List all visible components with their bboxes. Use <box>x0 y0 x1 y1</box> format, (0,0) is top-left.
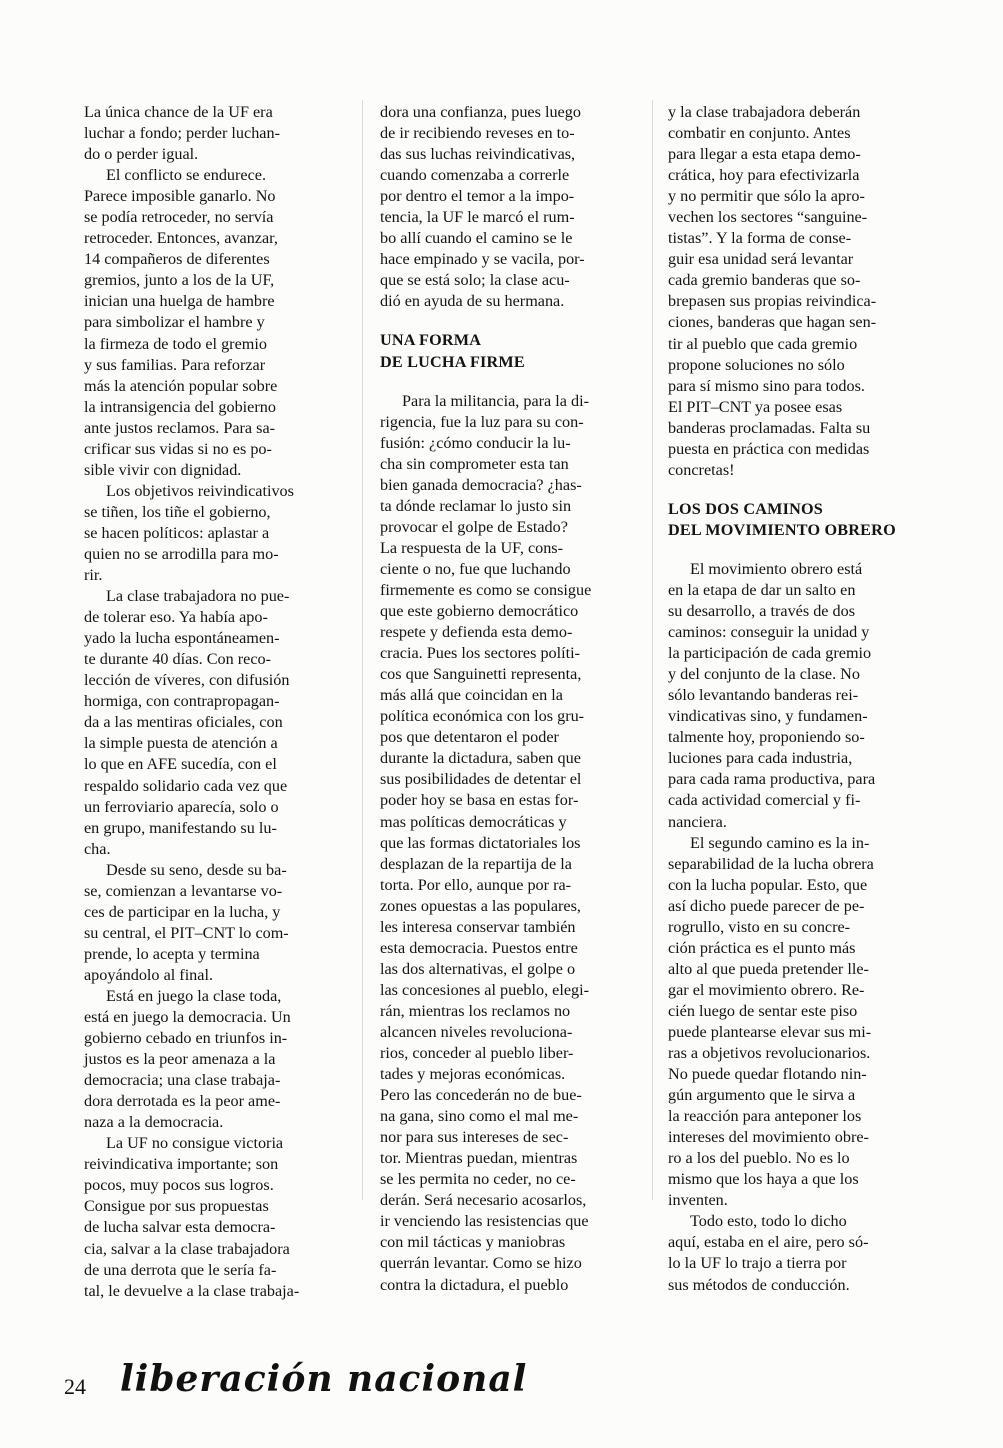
text-line: te durante 40 días. Con reco- <box>84 650 271 669</box>
paragraph <box>84 102 346 165</box>
text-line: vechen los sectores “sanguine- <box>668 208 868 227</box>
masthead-logo: liberación nacional <box>120 1358 528 1400</box>
text-line: Pero las concederán no de bue- <box>380 1086 582 1105</box>
text-line: concretas! <box>668 460 735 479</box>
text-line: alcancen niveles revoluciona- <box>380 1022 573 1041</box>
heading-spacer <box>380 312 638 330</box>
paragraph <box>84 586 346 860</box>
text-line: rogrullo, visto en su concre- <box>668 917 851 936</box>
text-line: naza a la democracia. <box>84 1113 224 1132</box>
text-line: esta democracia. Puestos entre <box>380 938 578 957</box>
text-line: ta dónde reclamar lo justo sin <box>380 496 572 515</box>
text-line: El PIT–CNT ya posee esas <box>668 397 843 416</box>
text-line: banderas proclamadas. Falta su <box>668 418 871 437</box>
text-line: se podía retroceder, no servía <box>84 208 274 227</box>
text-line: para cada rama productiva, para <box>668 770 876 789</box>
text-line: tistas”. Y la forma de conse- <box>668 229 852 248</box>
text-line: mas políticas democráticas y <box>380 812 567 831</box>
text-line: les interesa conservar también <box>380 917 576 936</box>
text-line: un ferroviario aparecía, solo o <box>84 797 279 816</box>
text-line: inventen. <box>668 1191 728 1210</box>
text-line: y sus familias. Para reforzar <box>84 355 266 374</box>
text-line: das sus luchas reivindicativas, <box>380 145 576 164</box>
paragraph <box>84 860 346 986</box>
text-line: la firmeza de todo el gremio <box>84 334 267 353</box>
text-line: gobierno cebado en triunfos in- <box>84 1029 288 1048</box>
text-line: sus posibilidades de detentar el <box>380 770 582 789</box>
text-line: reivindicativa importante; son <box>84 1155 279 1174</box>
text-line: La única chance de la UF era <box>84 103 273 121</box>
text-line: de ir recibiendo reveses en to- <box>380 124 575 143</box>
text-line: política económica con los gru- <box>380 707 585 726</box>
text-line: No puede quedar flotando nin- <box>668 1065 867 1084</box>
text-line: rios, conceder al pueblo liber- <box>380 1044 574 1063</box>
text-line: apoyándolo al final. <box>84 965 214 984</box>
column-rule <box>652 100 653 1200</box>
text-line: crática, hoy para efectivizarla <box>668 166 860 185</box>
text-line: hace empinado y se vacila, por- <box>380 250 585 269</box>
text-line: cada gremio banderas que so- <box>668 271 861 290</box>
text-line: caminos: conseguir la unidad y <box>668 623 870 642</box>
text-line: democracia; una clase trabaja- <box>84 1071 281 1090</box>
heading-spacer <box>380 373 638 391</box>
paragraph <box>84 1133 346 1301</box>
paragraph <box>84 986 346 1133</box>
text-line: Los objetivos reivindicativos <box>106 481 294 500</box>
text-line: Desde su seno, desde su ba- <box>106 860 287 879</box>
text-line: ro a los del pueblo. No es lo <box>668 1149 850 1168</box>
text-line: ante justos reclamos. Para sa- <box>84 418 276 437</box>
text-line: na gana, sino como el mal me- <box>380 1107 579 1126</box>
text-line: y del conjunto de la clase. No <box>668 665 860 684</box>
text-line: en la etapa de dar un salto en <box>668 580 856 599</box>
text-line: las dos alternativas, el golpe o <box>380 959 576 978</box>
column-rule <box>362 100 363 1200</box>
text-line: desplazan de la repartija de la <box>380 854 572 873</box>
text-line: así dicho puede parecer de pe- <box>668 896 865 915</box>
text-line: gún argumento que le sirva a <box>668 1086 856 1105</box>
paragraph <box>84 165 346 481</box>
text-line: ción práctica es el punto más <box>668 938 856 957</box>
heading-line: DEL MOVIMIENTO OBRERO <box>668 520 896 539</box>
text-line: lección de víveres, con difusión <box>84 671 290 690</box>
text-column-1 <box>84 102 346 1302</box>
paragraph <box>84 481 346 586</box>
text-line: aquí, estaba en el aire, pero só- <box>668 1233 869 1252</box>
text-line: cha sin comprometer esta tan <box>380 454 569 473</box>
text-line: sible vivir con dignidad. <box>84 460 242 479</box>
text-line: sólo levantando banderas rei- <box>668 686 859 705</box>
text-line: yado la lucha espontáneamen- <box>84 629 280 648</box>
text-line: mismo que los haya a que los <box>668 1170 859 1189</box>
text-line: La respuesta de la UF, cons- <box>380 538 564 557</box>
text-line: zones opuestas a las populares, <box>380 896 581 915</box>
text-line: separabilidad de la lucha obrera <box>668 854 874 873</box>
paragraph <box>380 391 638 1296</box>
text-line: La clase trabajadora no pue- <box>106 587 290 606</box>
text-line: propone soluciones no sólo <box>668 355 845 374</box>
text-line: cuando comenzaba a correrle <box>380 166 570 185</box>
text-line: que las formas dictatoriales los <box>380 833 581 852</box>
text-line: con la lucha popular. Esto, que <box>668 875 868 894</box>
text-line: Para la militancia, para la di- <box>402 391 589 410</box>
text-line: crificar sus vidas si no es po- <box>84 439 272 458</box>
text-line: El segundo camino es la in- <box>690 833 870 852</box>
text-line: gremios, junto a los de la UF, <box>84 271 275 290</box>
text-line: se hacen políticos: aplastar a <box>84 523 270 542</box>
text-line: y la clase trabajadora deberán <box>668 103 861 121</box>
text-line: respete y defienda esta demo- <box>380 623 573 642</box>
text-line: brepasen sus propias reivindica- <box>668 292 877 311</box>
paragraph <box>380 102 638 312</box>
text-line: se tiñen, los tiñe el gobierno, <box>84 502 271 521</box>
text-line: su desarrollo, a través de dos <box>668 602 856 621</box>
text-line: rigencia, fue la luz para su con- <box>380 412 584 431</box>
text-line: bo allí cuando el camino se le <box>380 229 573 248</box>
text-line: hormiga, con contrapropagan- <box>84 692 280 711</box>
text-line: dora derrotada es la peor ame- <box>84 1092 281 1111</box>
text-line: contra la dictadura, el pueblo <box>380 1275 569 1294</box>
text-line: cha. <box>84 839 111 858</box>
text-line: Está en juego la clase toda, <box>106 986 282 1005</box>
text-line: la intransigencia del gobierno <box>84 397 276 416</box>
text-line: la reacción para anteponer los <box>668 1107 862 1126</box>
text-line: luchar a fondo; perder luchan- <box>84 124 280 143</box>
text-line: para llegar a esta etapa demo- <box>668 145 861 164</box>
text-line: quien no se arrodilla para mo- <box>84 544 279 563</box>
text-line: justos es la peor amenaza a la <box>84 1050 276 1069</box>
heading-spacer <box>668 541 928 559</box>
text-line: cia, salvar a la clase trabajadora <box>84 1239 290 1258</box>
text-line: tades y mejoras económicas. <box>380 1065 566 1084</box>
text-line: para simbolizar el hambre y <box>84 313 265 332</box>
text-line: tencia, la UF le marcó el rum- <box>380 208 575 227</box>
text-line: sus métodos de conducción. <box>668 1275 850 1294</box>
section-heading <box>668 499 928 541</box>
paragraph <box>668 102 928 481</box>
paragraph <box>668 833 928 1212</box>
text-line: provocar el golpe de Estado? <box>380 517 568 536</box>
text-line: intereses del movimiento obre- <box>668 1128 869 1147</box>
text-line: poder hoy se basa en estas for- <box>380 791 579 810</box>
text-line: ras a objetivos revolucionarios. <box>668 1044 871 1063</box>
text-line: El conflicto se endurece. <box>106 166 267 185</box>
text-line: Consigue por sus propuestas <box>84 1197 269 1216</box>
text-column-2 <box>380 102 638 1296</box>
text-line: las concesiones al pueblo, elegi- <box>380 980 590 999</box>
text-line: tor. Mientras puedan, mientras <box>380 1149 578 1168</box>
text-line: combatir en conjunto. Antes <box>668 124 851 143</box>
text-column-3 <box>668 102 928 1296</box>
text-line: ciones, banderas que hagan sen- <box>668 313 877 332</box>
heading-line: LOS DOS CAMINOS <box>668 499 824 518</box>
text-line: inician una huelga de hambre <box>84 292 275 311</box>
text-line: bien ganada democracia? ¿has- <box>380 475 582 494</box>
text-line: fusión: ¿cómo conducir la lu- <box>380 433 571 452</box>
paragraph <box>668 559 928 833</box>
text-line: respaldo solidario cada vez que <box>84 776 288 795</box>
text-line: pocos, muy pocos sus logros. <box>84 1176 274 1195</box>
text-line: más allá que coincidan en la <box>380 686 563 705</box>
heading-line: DE LUCHA FIRME <box>380 352 525 371</box>
text-line: nor para sus intereses de sec- <box>380 1128 569 1147</box>
text-line: torta. Por ello, aunque por ra- <box>380 875 572 894</box>
text-line: en grupo, manifestando su lu- <box>84 818 277 837</box>
text-line: cracia. Pues los sectores políti- <box>380 644 581 663</box>
text-line: retroceder. Entonces, avanzar, <box>84 229 278 248</box>
paragraph <box>668 1211 928 1295</box>
text-line: la simple puesta de atención a <box>84 734 278 753</box>
text-line: luciones para cada industria, <box>668 749 853 768</box>
text-line: Parece imposible ganarlo. No <box>84 187 276 206</box>
text-line: se, comienzan a levantarse vo- <box>84 881 283 900</box>
text-line: que este gobierno democrático <box>380 602 579 621</box>
text-line: ciente o no, fue que luchando <box>380 559 571 578</box>
text-line: alto al que pueda pretender lle- <box>668 959 869 978</box>
text-line: está en juego la democracia. Un <box>84 1008 291 1027</box>
text-line: cién luego de sentar este piso <box>668 1001 858 1020</box>
text-line: 14 compañeros de diferentes <box>84 250 270 269</box>
text-line: nanciera. <box>668 812 727 831</box>
text-line: gar el movimiento obrero. Re- <box>668 980 865 999</box>
text-line: ir venciendo las resistencias que <box>380 1212 589 1231</box>
text-line: puesta en práctica con medidas <box>668 439 870 458</box>
heading-spacer <box>668 481 928 499</box>
text-line: talmente hoy, proponiendo so- <box>668 728 865 747</box>
text-line: querrán levantar. Como se hizo <box>380 1254 582 1273</box>
text-line: más la atención popular sobre <box>84 376 278 395</box>
text-line: la participación de cada gremio <box>668 644 872 663</box>
text-line: lo que en AFE sucedía, con el <box>84 755 277 774</box>
text-line: cada actividad comercial y fi- <box>668 791 861 810</box>
text-line: tal, le devuelve a la clase trabaja- <box>84 1281 300 1300</box>
text-line: derán. Será necesario acosarlos, <box>380 1191 587 1210</box>
text-line: ces de participar en la lucha, y <box>84 902 281 921</box>
text-line: tir al pueblo que cada gremio <box>668 334 858 353</box>
text-line: que se está solo; la clase acu- <box>380 271 570 290</box>
text-line: do o perder igual. <box>84 145 199 164</box>
text-line: se les permita no ceder, no ce- <box>380 1170 576 1189</box>
text-line: durante la dictadura, saben que <box>380 749 581 768</box>
text-line: firmemente es como se consigue <box>380 580 592 599</box>
text-line: con mil tácticas y maniobras <box>380 1233 566 1252</box>
text-line: y no permitir que sólo la apro- <box>668 187 865 206</box>
text-line: para sí mismo sino para todos. <box>668 376 865 395</box>
text-line: lo la UF lo trajo a tierra por <box>668 1254 847 1273</box>
text-line: cos que Sanguinetti representa, <box>380 665 582 684</box>
heading-line: UNA FORMA <box>380 331 482 350</box>
text-line: rán, mientras los reclamos no <box>380 1001 571 1020</box>
text-line: da a las mentiras oficiales, con <box>84 713 283 732</box>
text-line: rir. <box>84 566 103 585</box>
text-line: su central, el PIT–CNT lo com- <box>84 923 289 942</box>
text-line: de lucha salvar esta democra- <box>84 1218 276 1237</box>
section-heading <box>380 330 638 372</box>
page-number: 24 <box>64 1374 86 1399</box>
text-line: por dentro el temor a la impo- <box>380 187 575 206</box>
text-line: pos que detentaron el poder <box>380 728 559 747</box>
text-line: vindicativas sino, y fundamen- <box>668 707 868 726</box>
text-line: guir esa unidad será levantar <box>668 250 854 269</box>
text-line: dora una confianza, pues luego <box>380 103 581 121</box>
text-line: de una derrota que le sería fa- <box>84 1260 277 1279</box>
text-line: de tolerar eso. Ya había apo- <box>84 608 268 627</box>
text-line: puede plantearse elevar sus mi- <box>668 1022 872 1041</box>
text-line: prende, lo acepta y termina <box>84 944 260 963</box>
text-line: dió en ayuda de su hermana. <box>380 292 565 311</box>
text-line: El movimiento obrero está <box>690 559 863 578</box>
text-line: Todo esto, todo lo dicho <box>690 1212 847 1231</box>
text-line: La UF no consigue victoria <box>106 1134 284 1153</box>
